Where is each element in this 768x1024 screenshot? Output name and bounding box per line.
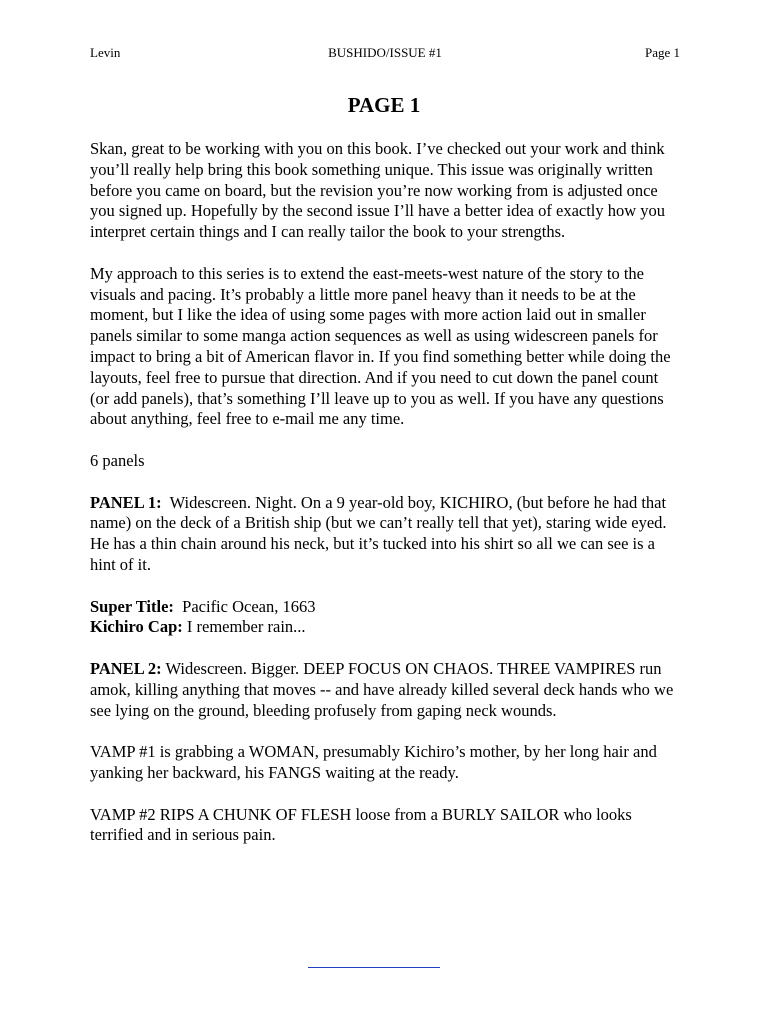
kichiro-caption-label: Kichiro Cap: xyxy=(90,617,183,637)
header-page-number: Page 1 xyxy=(644,45,680,60)
panel-1-description xyxy=(90,493,680,576)
panel-1-text: Widescreen. Night. On a 9 year-old boy, KICHIRO, (but before he had that name) on the deck of a British ship (but we can’t really tell that yet), staring wide eyed. He has a thin chain around his neck, but it’s tucked into his shirt so all we can see is a hint of it. xyxy=(90,492,667,574)
panel-2-label: PANEL 2: xyxy=(90,658,162,678)
page-header xyxy=(90,45,680,65)
kichiro-caption-text: I remember rain... xyxy=(186,617,306,637)
super-title-line xyxy=(90,597,680,618)
panel-count: 6 panels xyxy=(90,450,145,470)
intro-paragraph-2: My approach to this series is to extend the east-meets-west nature of the story to the visuals and pacing. It’s probably a little more panel heavy than it needs to be at the moment, but I like the idea of using some pages with more action laid out in smaller panels similar to some manga action sequences as well as using widescreen panels for impact to bring a bit of American flavor in. If you find something better while doing the layouts, feel free to pursue that direction. And if you need to cut down the panel count (or add panels), that’s something I’ll leave up to you as well. If you have any questions about anything, feel free to e-mail me any time. xyxy=(90,263,671,429)
super-title-text: Pacific Ocean, 1663 xyxy=(182,596,316,616)
panel-2-description xyxy=(90,659,680,721)
intro-paragraph-1: Skan, great to be working with you on this book. I’ve checked out your work and think you’ll really help bring this book something unique. This issue was originally written before you came on board, but the revision you’re now working from is adjusted once you signed up. Hopefully by the second issue I’ll have a better idea of exactly how you interpret certain things and I can really tailor the book to your strengths. xyxy=(90,139,666,242)
panel-2-text: Widescreen. Bigger. DEEP FOCUS ON CHAOS. THREE VAMPIRES run amok, killing anything that moves -- and have already killed several deck hands who we see lying on the ground, bleeding profusely from gaping neck wounds. xyxy=(90,658,674,720)
header-author: Levin xyxy=(90,45,121,60)
panel-2-vamp-2: VAMP #2 RIPS A CHUNK OF FLESH loose from a BURLY SAILOR who looks terrified and in serious pain. xyxy=(90,804,632,845)
page-title: PAGE 1 xyxy=(347,93,421,117)
kichiro-caption-line xyxy=(90,617,680,638)
footnote-rule xyxy=(308,967,440,968)
script-body xyxy=(90,139,680,867)
panel-1-label: PANEL 1: xyxy=(90,492,162,512)
panel-2-vamp-1: VAMP #1 is grabbing a WOMAN, presumably Kichiro’s mother, by her long hair and yanking her backward, his FANGS waiting at the ready. xyxy=(90,742,657,782)
super-title-label: Super Title: xyxy=(90,596,174,616)
header-title: BUSHIDO/ISSUE #1 xyxy=(328,45,442,60)
